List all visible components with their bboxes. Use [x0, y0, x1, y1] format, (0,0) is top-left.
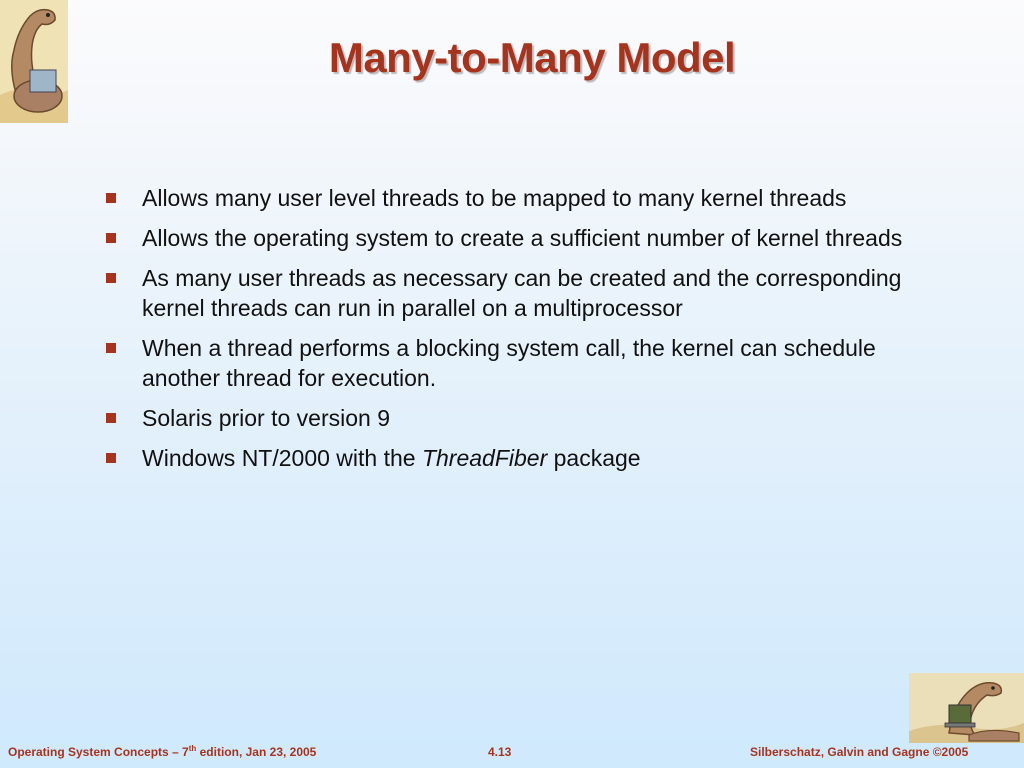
square-bullet-icon: [106, 233, 116, 243]
square-bullet-icon: [106, 273, 116, 283]
bullet-item: [104, 263, 904, 323]
bullet-item: [104, 403, 904, 433]
square-bullet-icon: [106, 453, 116, 463]
bullet-text-after: package: [547, 445, 641, 471]
square-bullet-icon: [106, 193, 116, 203]
square-bullet-icon: [106, 343, 116, 353]
footer-book-text: Operating System Concepts – 7: [8, 745, 189, 759]
bullet-text-before: Windows NT/2000 with the: [142, 445, 422, 471]
bullet-text: Solaris prior to version 9: [142, 405, 390, 431]
bullet-text: When a thread performs a blocking system call, the kernel can schedule another thread for execution.: [142, 335, 876, 391]
footer-edition-text: edition, Jan 23, 2005: [196, 745, 317, 759]
footer-page-number: 4.13: [488, 745, 512, 759]
bullet-text-italic: ThreadFiber: [421, 445, 548, 471]
bullet-item: [104, 223, 904, 253]
bullet-list: [104, 183, 904, 483]
square-bullet-icon: [106, 413, 116, 423]
bullet-text: Allows many user level threads to be mapped to many kernel threads: [142, 185, 847, 211]
bullet-item: [104, 183, 904, 213]
bullet-item: [104, 333, 904, 393]
footer-book-title: [8, 745, 316, 759]
bullet-text: As many user threads as necessary can be created and the corresponding kernel threads can run in parallel on a multiprocessor: [142, 265, 902, 321]
dinosaur-laptop-icon: [909, 673, 1024, 743]
footer-book-sup: th: [188, 744, 197, 753]
slide-title: Many-to-Many Model: [328, 34, 736, 81]
bullet-item: [104, 443, 904, 473]
footer-copyright: Silberschatz, Galvin and Gagne ©2005: [750, 745, 969, 759]
bullet-text: Allows the operating system to create a sufficient number of kernel threads: [142, 225, 903, 251]
